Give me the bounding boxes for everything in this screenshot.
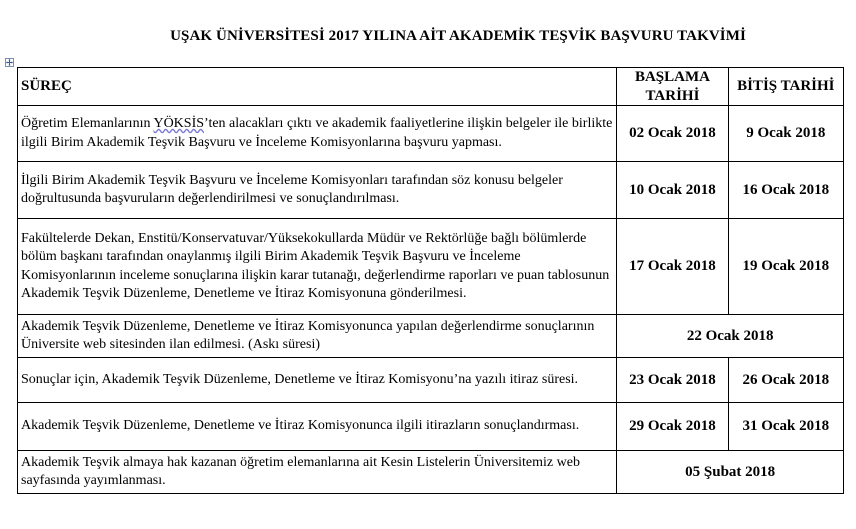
process-text-cont: ’ten alacakları çıktı ve akademik faaliyetlerine ilişkin belgeler ile birlikte ilgili Birim Akademik Teşvik Başvuru ve İnceleme Komisyonlarına başvuru yapması. (21, 116, 613, 150)
header-process: SÜREÇ (18, 68, 617, 106)
process-cell: Akademik Teşvik Düzenleme, Denetleme ve İtiraz Komisyonunca ilgili itirazların sonuçlandırması. (18, 403, 617, 451)
table-row (18, 403, 844, 451)
process-cell: Akademik Teşvik almaya hak kazanan öğretim elemanlarına ait Kesin Listelerin Üniversitemiz web sayfasında yayımlanması. (18, 451, 617, 494)
table-row (18, 451, 844, 494)
end-date-cell: 26 Ocak 2018 (728, 358, 843, 403)
process-text: Öğretim Elemanlarının (21, 116, 154, 131)
header-start-date: BAŞLAMA TARİHİ (617, 68, 728, 106)
table-row (18, 358, 844, 403)
process-cell: Fakültelerde Dekan, Enstitü/Konservatuvar/Yüksekokullarda Müdür ve Rektörlüğe bağlı bölümlerde bölüm başkanı tarafından onaylanmış ilgili Birim Akademik Teşvik Başvuru ve İnceleme Komisyonlarının inceleme sonuçlarına ilişkin karar tutanağı, değerlendirme raporları ve puan tablosunun Akademik Teşvik Düzenleme, Denetleme ve İtiraz Komisyonuna gönderilmesi. (18, 219, 617, 315)
end-date-cell: 31 Ocak 2018 (728, 403, 843, 451)
end-date-cell: 9 Ocak 2018 (728, 106, 843, 162)
start-date-cell: 17 Ocak 2018 (617, 219, 728, 315)
start-date-cell: 10 Ocak 2018 (617, 162, 728, 219)
table-row (18, 106, 844, 162)
start-date-cell: 29 Ocak 2018 (617, 403, 728, 451)
table-header-row (18, 68, 844, 106)
process-cell (18, 106, 617, 162)
yoksis-term: YÖKSİS (153, 116, 205, 131)
end-date-cell: 16 Ocak 2018 (728, 162, 843, 219)
application-calendar-table (17, 67, 844, 494)
process-cell: İlgili Birim Akademik Teşvik Başvuru ve İnceleme Komisyonları tarafından söz konusu belgeler doğrultusunda başvuruların değerlendirilmesi ve sonuçlandırılması. (18, 162, 617, 219)
process-cell: Akademik Teşvik Düzenleme, Denetleme ve İtiraz Komisyonunca yapılan değerlendirme sonuçlarının Üniversite web sitesinden ilan edilmesi. (Askı süresi) (18, 315, 617, 358)
table-row (18, 162, 844, 219)
process-cell: Sonuçlar için, Akademik Teşvik Düzenleme, Denetleme ve İtiraz Komisyonu’na yazılı itiraz süresi. (18, 358, 617, 403)
merged-date-cell: 22 Ocak 2018 (617, 315, 844, 358)
document-title: UŞAK ÜNİVERSİTESİ 2017 YILINA AİT AKADEMİK TEŞVİK BAŞVURU TAKVİMİ (170, 28, 746, 44)
header-end-date: BİTİŞ TARİHİ (728, 68, 843, 106)
table-row (18, 219, 844, 315)
table-move-handle-icon[interactable] (5, 58, 14, 67)
merged-date-cell: 05 Şubat 2018 (617, 451, 844, 494)
end-date-cell: 19 Ocak 2018 (728, 219, 843, 315)
start-date-cell: 23 Ocak 2018 (617, 358, 728, 403)
table-row (18, 315, 844, 358)
start-date-cell: 02 Ocak 2018 (617, 106, 728, 162)
